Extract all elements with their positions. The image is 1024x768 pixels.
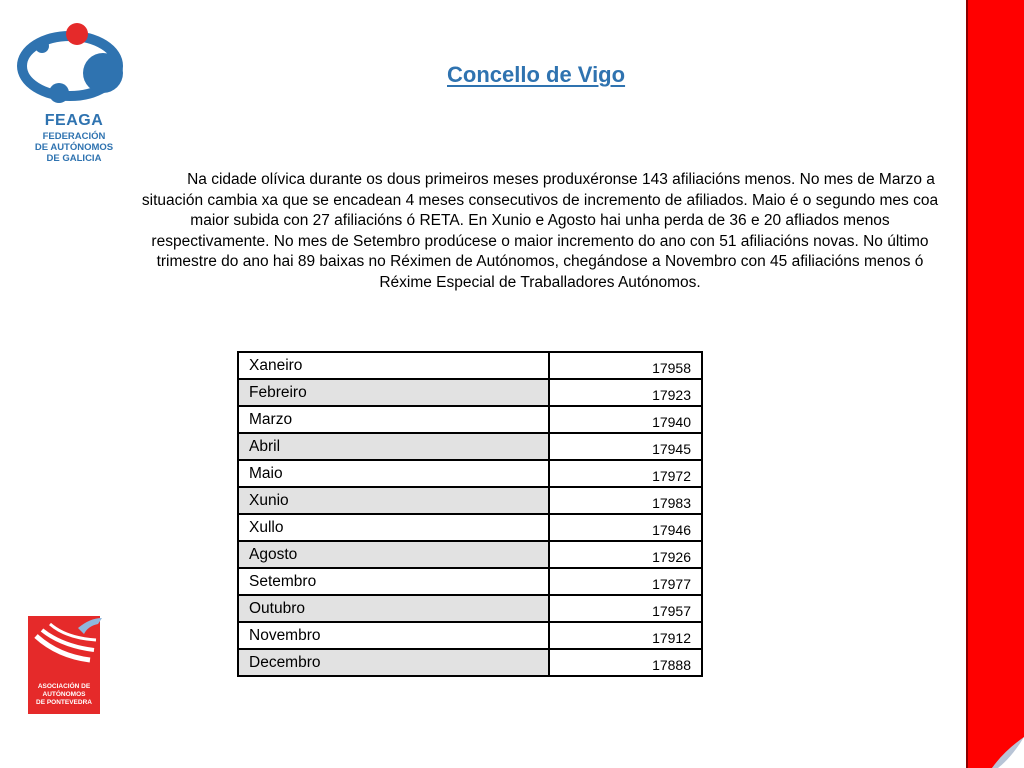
- affiliates-value-cell: 17977: [549, 568, 702, 595]
- table-row: [238, 487, 702, 514]
- affiliates-value-cell: 17945: [549, 433, 702, 460]
- feaga-logo-subtitle: [14, 131, 134, 164]
- table-row: [238, 460, 702, 487]
- month-cell: Outubro: [238, 595, 549, 622]
- apont-swoosh-icon: [28, 616, 103, 682]
- feaga-logo: [14, 18, 134, 170]
- right-decorative-stripe: [966, 0, 1024, 768]
- month-cell: Novembro: [238, 622, 549, 649]
- affiliates-value-cell: 17912: [549, 622, 702, 649]
- apont-logo-text: [28, 683, 100, 707]
- month-cell: Marzo: [238, 406, 549, 433]
- table-row: [238, 514, 702, 541]
- month-cell: Xunio: [238, 487, 549, 514]
- intro-paragraph: [140, 170, 940, 293]
- intro-text: Na cidade olívica durante os dous primeiros meses produxéronse 143 afiliacións menos. No mes de Marzo a situación cambia xa que se encadean 4 meses consecutivos de incremento de afiliados. Maio é o segundo mes coa maior subida con 27 afiliacións ó RETA. En Xunio e Agosto hai unha perda de 36 e 20 afliados menos respectivamente. No mes de Setembro prodúcese o maior incremento do ano con 51 afiliacións novas. No último trimestre do ano hai 89 baixas no Réximen de Autónomos, chegándose a Novembro con 45 afiliacións menos ó Réxime Especial de Traballadores Autónomos.: [141, 171, 939, 291]
- monthly-affiliates-table: [237, 351, 703, 677]
- month-cell: Febreiro: [238, 379, 549, 406]
- page-title: Concello de Vigo: [447, 62, 626, 87]
- affiliates-value-cell: 17946: [549, 514, 702, 541]
- month-cell: Setembro: [238, 568, 549, 595]
- apont-logo: [28, 616, 103, 716]
- page-curl-icon: [992, 737, 1024, 768]
- table-row: [238, 622, 702, 649]
- month-cell: Maio: [238, 460, 549, 487]
- month-cell: Agosto: [238, 541, 549, 568]
- table-row: [238, 379, 702, 406]
- table-row: [238, 649, 702, 676]
- affiliates-value-cell: 17888: [549, 649, 702, 676]
- month-cell: Xaneiro: [238, 352, 549, 379]
- table-row: [238, 406, 702, 433]
- table-row: [238, 541, 702, 568]
- apont-text-line: ASOCIACIÓN DE: [37, 683, 91, 690]
- feaga-subtitle-line: FEDERACIÓN: [42, 131, 106, 142]
- feaga-subtitle-line: DE GALICIA: [46, 153, 102, 164]
- affiliates-value-cell: 17958: [549, 352, 702, 379]
- table-row: [238, 595, 702, 622]
- affiliates-value-cell: 17926: [549, 541, 702, 568]
- month-cell: Decembro: [238, 649, 549, 676]
- table-row: [238, 568, 702, 595]
- feaga-logo-name: FEAGA: [44, 112, 104, 129]
- apont-text-line: DE PONTEVEDRA: [36, 699, 92, 706]
- feaga-emblem-icon: [14, 18, 134, 110]
- affiliates-value-cell: 17957: [549, 595, 702, 622]
- affiliates-value-cell: 17923: [549, 379, 702, 406]
- affiliates-value-cell: 17940: [549, 406, 702, 433]
- feaga-subtitle-line: DE AUTÓNOMOS: [34, 142, 114, 153]
- table-row: [238, 433, 702, 460]
- month-cell: Xullo: [238, 514, 549, 541]
- table-row: [238, 352, 702, 379]
- month-cell: Abril: [238, 433, 549, 460]
- affiliates-value-cell: 17972: [549, 460, 702, 487]
- apont-text-line: AUTÓNOMOS: [42, 691, 86, 698]
- table-body: [238, 352, 702, 676]
- affiliates-value-cell: 17983: [549, 487, 702, 514]
